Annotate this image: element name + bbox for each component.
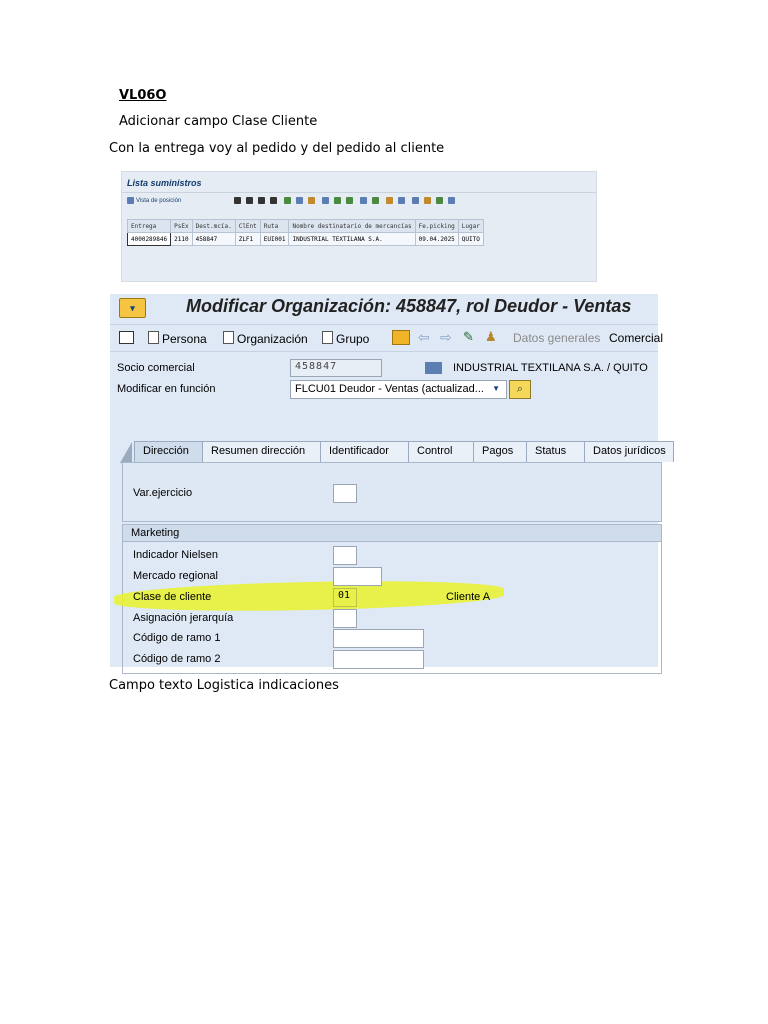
settings-icon[interactable] — [448, 197, 455, 204]
table-cell[interactable]: 09.04.2025 — [415, 233, 458, 246]
indicador-nielsen-label: Indicador Nielsen — [133, 549, 218, 561]
tab-datos-juridicos[interactable]: Datos jurídicos — [584, 441, 674, 462]
mercado-regional-label: Mercado regional — [133, 570, 218, 582]
delivery-table — [127, 219, 484, 246]
delivery-list-screenshot — [121, 171, 597, 282]
column-header[interactable]: Lugar — [458, 220, 483, 233]
open-folder-icon[interactable] — [392, 330, 410, 345]
column-header[interactable]: Dest.mcía. — [192, 220, 235, 233]
tab-identificador[interactable]: Identificador — [320, 441, 409, 462]
column-header[interactable]: PsEx — [171, 220, 192, 233]
subtotal-icon[interactable] — [372, 197, 379, 204]
clase-cliente-description: Cliente A — [446, 591, 491, 603]
refresh-icon[interactable] — [127, 197, 134, 204]
layout-icon[interactable] — [412, 197, 419, 204]
chevron-down-icon: ▼ — [492, 384, 500, 393]
tab-direccion[interactable]: Dirección — [134, 441, 203, 462]
column-header[interactable]: Nombre destinatario de mercancías — [289, 220, 415, 233]
tab-control[interactable]: Control — [408, 441, 474, 462]
delivery-list-toolbar — [122, 192, 596, 211]
codigo-ramo-1-field[interactable] — [333, 629, 424, 648]
tab-pagos[interactable]: Pagos — [473, 441, 527, 462]
column-header[interactable]: Fe.picking — [415, 220, 458, 233]
funcion-dropdown[interactable] — [290, 380, 507, 399]
persona-label: Persona — [162, 332, 207, 346]
business-partner-screenshot — [110, 294, 666, 667]
display-change-icon[interactable]: ✎ — [463, 329, 474, 344]
sort-ascending-icon[interactable] — [334, 197, 341, 204]
organizacion-button[interactable] — [223, 331, 308, 346]
tab-resumen-direccion[interactable]: Resumen dirección — [202, 441, 321, 462]
codigo-ramo-2-field[interactable] — [333, 650, 424, 669]
filter-icon[interactable] — [322, 197, 329, 204]
graphic-icon[interactable] — [436, 197, 443, 204]
application-toolbar — [110, 324, 664, 352]
comercial-button[interactable]: Comercial — [609, 331, 664, 345]
socio-comercial-label: Socio comercial — [117, 362, 195, 374]
relationships-icon[interactable]: ♟ — [485, 329, 497, 344]
grupo-button[interactable] — [322, 331, 369, 346]
details-icon[interactable] — [284, 197, 291, 204]
marketing-group-title: Marketing — [131, 527, 180, 539]
tab-panel — [122, 462, 662, 522]
list-icon[interactable] — [119, 331, 134, 344]
asignacion-jerarquia-label: Asignación jerarquía — [133, 612, 234, 624]
window-title: Modificar Organización: 458847, rol Deudor - Ventas — [186, 296, 632, 316]
socio-comercial-field[interactable]: 458847 — [290, 359, 382, 377]
document-paragraph: Campo texto Logistica indicaciones — [109, 678, 339, 693]
item-view-button[interactable]: Vista de posición — [136, 198, 182, 204]
table-cell[interactable]: INDUSTRIAL TEXTILANA S.A. — [289, 233, 415, 246]
sum-icon[interactable] — [360, 197, 367, 204]
mercado-regional-field[interactable] — [333, 567, 382, 586]
company-name: INDUSTRIAL TEXTILANA S.A. / QUITO — [453, 362, 648, 374]
table-header-row — [128, 220, 484, 233]
document-paragraph: Con la entrega voy al pedido y del pedido al cliente — [109, 141, 445, 156]
search-icon: ⌕ — [516, 383, 524, 395]
marketing-group-header — [123, 525, 661, 542]
funcion-label: Modificar en función — [117, 383, 216, 395]
clase-cliente-label: Clase de cliente — [133, 591, 212, 603]
back-arrow-icon[interactable]: ⇦ — [418, 329, 430, 345]
first-page-icon[interactable] — [234, 197, 241, 204]
document-icon — [223, 331, 234, 344]
info-icon[interactable] — [424, 197, 431, 204]
codigo-ramo-1-label: Código de ramo 1 — [133, 632, 221, 644]
document-paragraph: Adicionar campo Clase Cliente — [119, 114, 318, 129]
indicador-nielsen-field[interactable] — [333, 546, 357, 565]
save-icon[interactable] — [308, 197, 315, 204]
table-cell[interactable]: 4000289846 — [128, 233, 171, 246]
document-icon — [148, 331, 159, 344]
column-header[interactable]: Ruta — [260, 220, 289, 233]
var-ejercicio-field[interactable] — [333, 484, 357, 503]
clase-cliente-field[interactable]: 01 — [333, 588, 357, 607]
var-ejercicio-label: Var.ejercicio — [133, 487, 193, 499]
datos-generales-button[interactable]: Datos generales — [513, 331, 601, 345]
last-page-icon[interactable] — [270, 197, 277, 204]
search-button[interactable] — [509, 380, 531, 399]
table-cell[interactable]: 458847 — [192, 233, 235, 246]
transaction-menu-icon[interactable]: ▾ — [119, 298, 146, 318]
persona-button[interactable] — [148, 331, 207, 346]
export-icon[interactable] — [386, 197, 393, 204]
table-cell[interactable]: 2110 — [171, 233, 192, 246]
funcion-value: FLCU01 Deudor - Ventas (actualizad... — [295, 383, 484, 395]
table-row[interactable] — [128, 233, 484, 246]
organizacion-label: Organización — [237, 332, 308, 346]
organization-icon — [425, 362, 442, 374]
choose-icon[interactable] — [296, 197, 303, 204]
tab-strip — [110, 441, 666, 463]
table-cell[interactable]: ZLF1 — [235, 233, 260, 246]
forward-arrow-icon[interactable]: ⇨ — [440, 329, 452, 345]
delivery-list-title: Lista suministros — [127, 178, 202, 188]
asignacion-jerarquia-field[interactable] — [333, 609, 357, 628]
column-header[interactable]: ClEnt — [235, 220, 260, 233]
sort-descending-icon[interactable] — [346, 197, 353, 204]
print-icon[interactable] — [398, 197, 405, 204]
table-cell[interactable]: QUITO — [458, 233, 483, 246]
document-title: VL06O — [119, 88, 167, 103]
codigo-ramo-2-label: Código de ramo 2 — [133, 653, 221, 665]
prev-page-icon[interactable] — [246, 197, 253, 204]
next-page-icon[interactable] — [258, 197, 265, 204]
window-titlebar — [110, 294, 658, 322]
tab-status[interactable]: Status — [526, 441, 585, 462]
document-icon — [322, 331, 333, 344]
table-cell[interactable]: EUI001 — [260, 233, 289, 246]
grupo-label: Grupo — [336, 332, 370, 346]
column-header[interactable]: Entrega — [128, 220, 171, 233]
